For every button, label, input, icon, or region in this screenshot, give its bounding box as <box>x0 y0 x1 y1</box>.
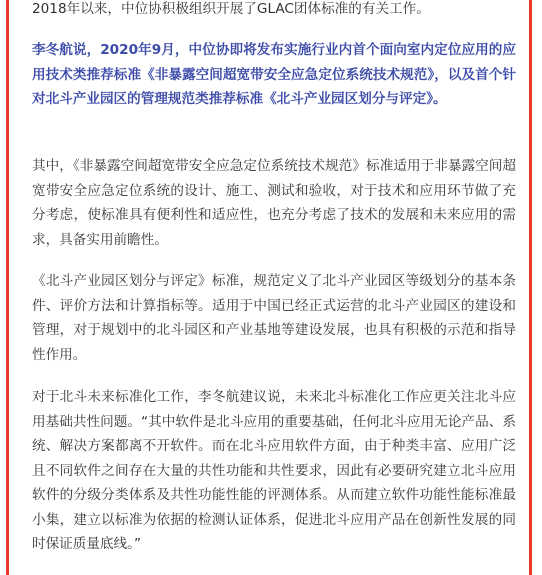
paragraph-glac-intro: 2018年以来，中位协积极组织开展了GLAC团体标准的有关工作。 <box>32 1 430 17</box>
paragraph-future-standardization: 对于北斗未来标准化工作，李冬航建议说，未来北斗标准化工作应更关注北斗应用基础共性问题。“其中软件是北斗应用的重要基础，任何北斗应用无论产品、系统、解决方案都离不开软件。而在北斗应用软件方面，由于种类丰富、应用广泛且不同软件之间存在大量的共性功能和共性要求，因此有必要研究建立北斗应用软件的分级分类体系及共性功能性能的评测体系。从而建立软件功能性能标准最小集，建立以标准为依据的检测认证体系，促进北斗应用产品在创新性发展的同时保证质量底线。” <box>32 389 516 552</box>
paragraph-uwb-standard: 其中，《非暴露空间超宽带安全应急定位系统技术规范》标准适用于非暴露空间超宽带安全应急定位系统的设计、施工、测试和验收，对于技术和应用环节做了充分考虑，使标准具有便利性和适应性，也充分考虑了技术的发展和未来应用的需求，具备实用前瞻性。 <box>32 158 516 248</box>
paragraph-standards-announcement: 李冬航说，2020年9月，中位协即将发布实施行业内首个面向室内定位应用的应用技术类推荐标准《非暴露空间超宽带安全应急定位系统技术规范》，以及首个针对北斗产业园区的管理规范类推荐标准《北斗产业园区划分与评定》。 <box>32 42 516 107</box>
paragraph-park-standard: 《北斗产业园区划分与评定》标准，规范定义了北斗产业园区等级划分的基本条件、评价方法和计算指标等。适用于中国已经正式运营的北斗产业园区的建设和管理，对于规划中的北斗园区和产业基地等建设发展，也具有积极的示范和指导性作用。 <box>32 273 516 363</box>
